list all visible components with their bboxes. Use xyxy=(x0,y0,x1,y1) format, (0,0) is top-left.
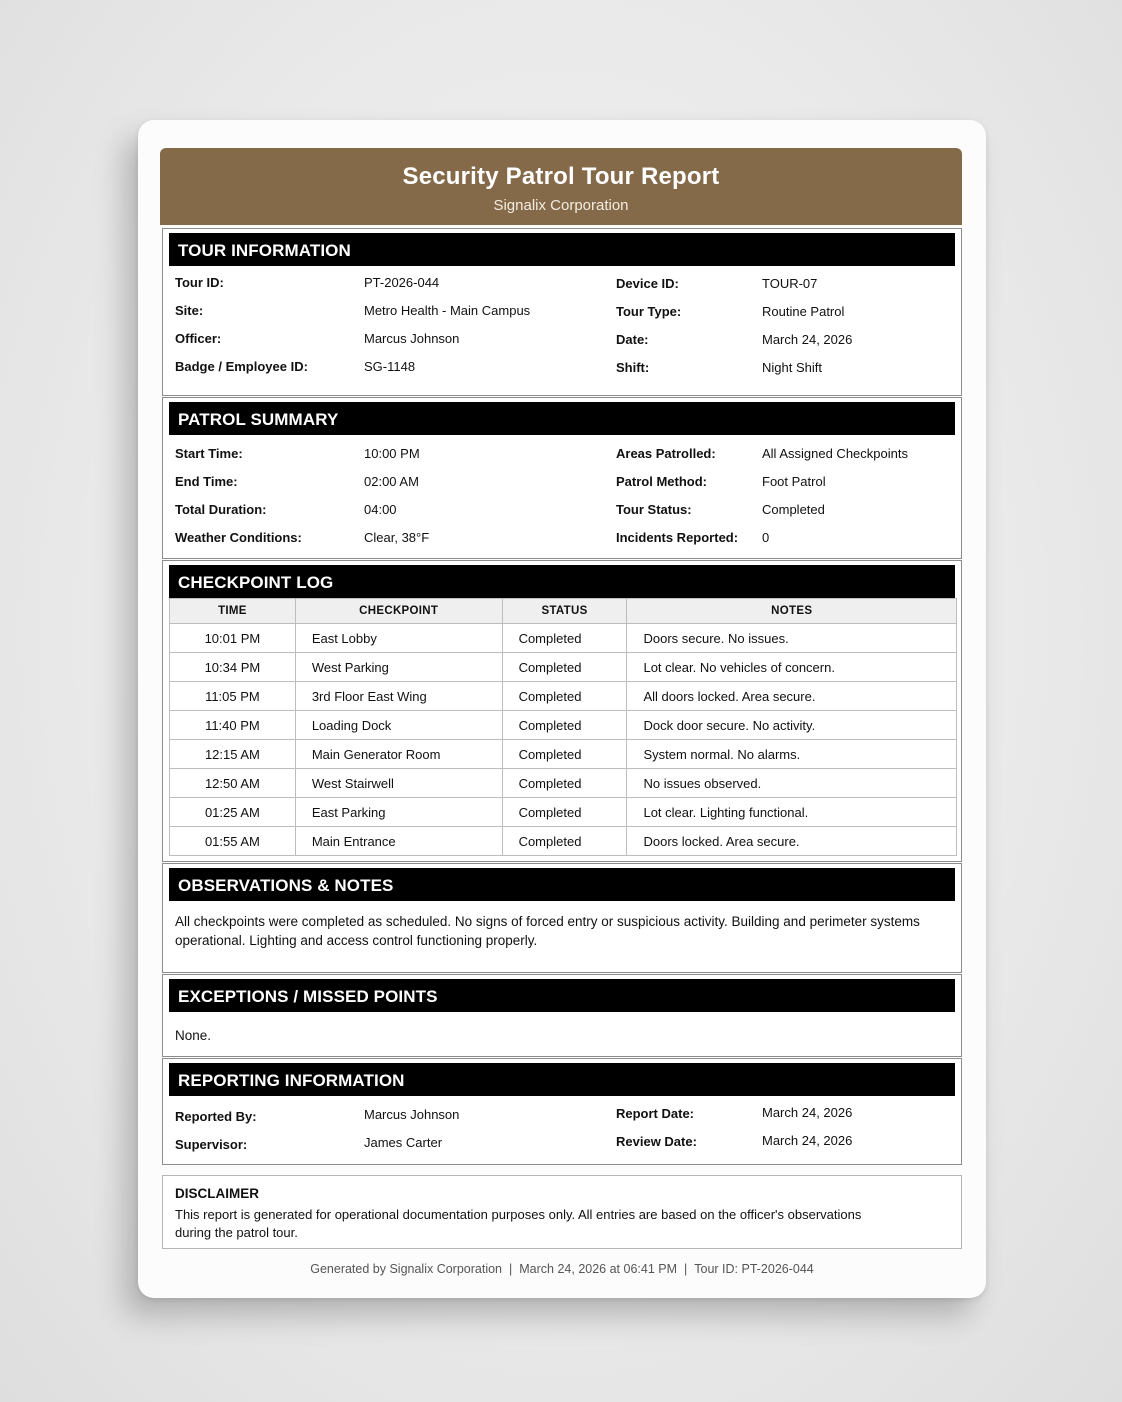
checkpoint-cell: 3rd Floor East Wing xyxy=(295,682,502,711)
report-date-label: Report Date: xyxy=(616,1106,695,1121)
notes-cell: System normal. No alarms. xyxy=(627,740,957,769)
status-cell: Completed xyxy=(502,827,627,856)
footer-generated-by: Generated by Signalix Corporation xyxy=(310,1262,503,1276)
review-date-label: Review Date: xyxy=(616,1134,697,1149)
footer-separator: | xyxy=(509,1262,513,1276)
notes-cell: Doors locked. Area secure. xyxy=(627,827,957,856)
patrol-method-value: Foot Patrol xyxy=(762,474,826,489)
reporting-information-section xyxy=(162,1058,962,1165)
status-cell: Completed xyxy=(502,711,627,740)
status-cell: Completed xyxy=(502,740,627,769)
notes-cell: Dock door secure. No activity. xyxy=(627,711,957,740)
tour-id-label: Tour ID: xyxy=(175,275,224,290)
table-row xyxy=(170,769,957,798)
status-cell: Completed xyxy=(502,624,627,653)
supervisor-value: James Carter xyxy=(364,1135,443,1150)
tour-information-section xyxy=(162,228,962,396)
badge-value: SG-1148 xyxy=(364,359,416,374)
time-cell: 01:55 AM xyxy=(170,827,296,856)
section-heading: TOUR INFORMATION xyxy=(169,233,955,266)
patrol-method-label: Patrol Method: xyxy=(616,474,707,489)
tour-status-label: Tour Status: xyxy=(616,502,692,517)
time-cell: 11:40 PM xyxy=(170,711,296,740)
company-name: Signalix Corporation xyxy=(493,197,629,214)
report-card xyxy=(138,120,986,1298)
weather-label: Weather Conditions: xyxy=(175,530,302,545)
end-time-value: 02:00 AM xyxy=(364,474,419,489)
table-row xyxy=(170,711,957,740)
footer-timestamp: March 24, 2026 at 06:41 PM xyxy=(519,1262,677,1276)
patrol-summary-section xyxy=(162,397,962,559)
checkpoint-cell: Main Generator Room xyxy=(295,740,502,769)
site-label: Site: xyxy=(175,303,204,318)
checkpoint-cell: West Parking xyxy=(295,653,502,682)
total-duration-label: Total Duration: xyxy=(175,502,267,517)
observations-text: All checkpoints were completed as scheduled. No signs of forced entry or suspicious activity. Building and perimeter systems operational. Lighting and access control functioning properly. xyxy=(175,914,920,948)
exceptions-text: None. xyxy=(175,1028,212,1043)
table-row xyxy=(170,653,957,682)
time-cell: 11:05 PM xyxy=(170,682,296,711)
shift-value: Night Shift xyxy=(762,360,822,375)
footer-separator: | xyxy=(684,1262,688,1276)
report-title: Security Patrol Tour Report xyxy=(402,163,720,190)
areas-patrolled-value: All Assigned Checkpoints xyxy=(762,446,908,461)
disclaimer-heading: DISCLAIMER xyxy=(175,1186,259,1201)
reported-by-value: Marcus Johnson xyxy=(364,1107,460,1122)
section-heading: CHECKPOINT LOG xyxy=(169,565,955,598)
date-value: March 24, 2026 xyxy=(762,332,853,347)
notes-cell: No issues observed. xyxy=(627,769,957,798)
exceptions-section xyxy=(162,974,962,1057)
tour-type-value: Routine Patrol xyxy=(762,304,845,319)
section-heading: PATROL SUMMARY xyxy=(169,402,955,435)
areas-patrolled-label: Areas Patrolled: xyxy=(616,446,716,461)
status-cell: Completed xyxy=(502,653,627,682)
status-cell: Completed xyxy=(502,682,627,711)
report-footer xyxy=(138,1262,986,1276)
start-time-label: Start Time: xyxy=(175,446,243,461)
device-id-label: Device ID: xyxy=(616,276,679,291)
column-header-status: STATUS xyxy=(502,599,627,624)
date-label: Date: xyxy=(616,332,649,347)
table-header-row xyxy=(170,599,957,624)
tour-id-value: PT-2026-044 xyxy=(364,275,440,290)
checkpoint-cell: Loading Dock xyxy=(295,711,502,740)
table-row xyxy=(170,682,957,711)
disclaimer-text: This report is generated for operational documentation purposes only. All entries are based on the officer's observations during the patrol tour. xyxy=(175,1207,862,1240)
site-value: Metro Health - Main Campus xyxy=(364,303,531,318)
checkpoint-cell: East Parking xyxy=(295,798,502,827)
time-cell: 10:34 PM xyxy=(170,653,296,682)
end-time-label: End Time: xyxy=(175,474,238,489)
shift-label: Shift: xyxy=(616,360,650,375)
checkpoint-cell: East Lobby xyxy=(295,624,502,653)
time-cell: 01:25 AM xyxy=(170,798,296,827)
column-header-checkpoint: CHECKPOINT xyxy=(295,599,502,624)
review-date-value: March 24, 2026 xyxy=(762,1133,853,1148)
column-header-notes: NOTES xyxy=(627,599,957,624)
section-heading: REPORTING INFORMATION xyxy=(169,1063,955,1096)
observations-section xyxy=(162,863,962,973)
table-row xyxy=(170,740,957,769)
time-cell: 12:50 AM xyxy=(170,769,296,798)
tour-type-label: Tour Type: xyxy=(616,304,682,319)
checkpoint-log-section xyxy=(162,560,962,862)
tour-status-value: Completed xyxy=(762,502,825,517)
weather-value: Clear, 38°F xyxy=(364,530,430,545)
device-id-value: TOUR-07 xyxy=(762,276,818,291)
report-date-value: March 24, 2026 xyxy=(762,1105,853,1120)
notes-cell: All doors locked. Area secure. xyxy=(627,682,957,711)
checkpoint-cell: West Stairwell xyxy=(295,769,502,798)
incidents-label: Incidents Reported: xyxy=(616,530,739,545)
time-cell: 12:15 AM xyxy=(170,740,296,769)
table-row xyxy=(170,798,957,827)
section-heading: OBSERVATIONS & NOTES xyxy=(169,868,955,901)
notes-cell: Doors secure. No issues. xyxy=(627,624,957,653)
officer-label: Officer: xyxy=(175,331,222,346)
checkpoint-cell: Main Entrance xyxy=(295,827,502,856)
reported-by-label: Reported By: xyxy=(175,1109,257,1124)
status-cell: Completed xyxy=(502,798,627,827)
report-header xyxy=(160,148,962,225)
incidents-value: 0 xyxy=(762,530,770,545)
status-cell: Completed xyxy=(502,769,627,798)
disclaimer-box xyxy=(162,1175,962,1249)
table-row xyxy=(170,624,957,653)
notes-cell: Lot clear. No vehicles of concern. xyxy=(627,653,957,682)
supervisor-label: Supervisor: xyxy=(175,1137,248,1152)
checkpoint-table xyxy=(169,598,957,856)
time-cell: 10:01 PM xyxy=(170,624,296,653)
footer-tour-id: Tour ID: PT-2026-044 xyxy=(694,1262,814,1276)
start-time-value: 10:00 PM xyxy=(364,446,420,461)
total-duration-value: 04:00 xyxy=(364,502,397,517)
section-heading: EXCEPTIONS / MISSED POINTS xyxy=(169,979,955,1012)
officer-value: Marcus Johnson xyxy=(364,331,460,346)
notes-cell: Lot clear. Lighting functional. xyxy=(627,798,957,827)
badge-label: Badge / Employee ID: xyxy=(175,359,308,374)
column-header-time: TIME xyxy=(170,599,296,624)
table-row xyxy=(170,827,957,856)
